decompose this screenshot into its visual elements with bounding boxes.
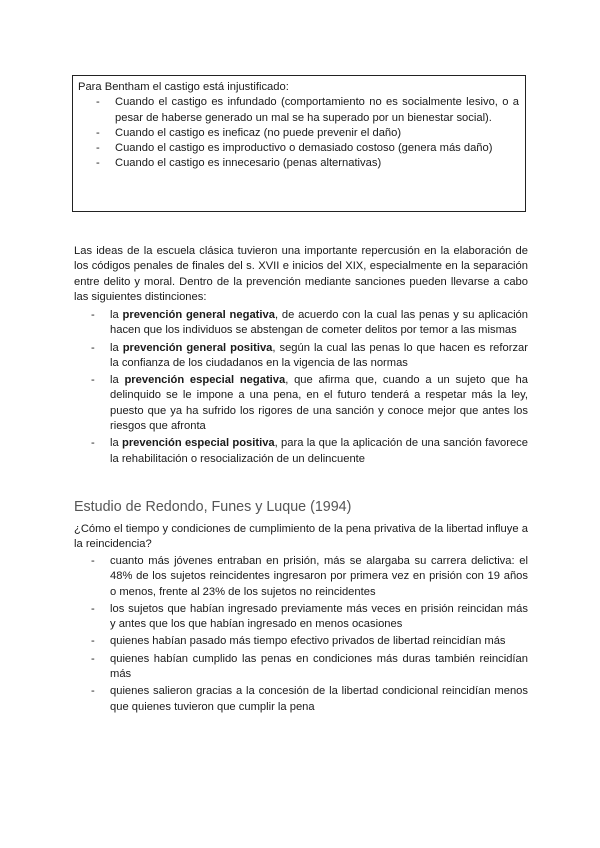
list-item: - la prevención general positiva, según la cual las penas lo que hacen es reforzar la confianza de los ciudadanos en la vigencia de las normas	[91, 341, 528, 369]
list-item: - la prevención especial negativa, que afirma que, cuando a un sujeto que ha delinquido se le impone a una pena, en el futuro tenderá a respetar más la ley, puesto que ya ha sufrido los rigores de una sanción y conoce mejor que antes los riesgos que afronta	[91, 374, 528, 433]
recidivism-question: ¿Cómo el tiempo y condiciones de cumplimiento de la pena privativa de la libertad influye a la reincidencia?	[74, 523, 528, 551]
list-dash: -	[91, 437, 95, 450]
list-item: - Cuando el castigo es innecesario (penas alternativas)	[78, 156, 519, 171]
list-item: - la prevención general negativa, de acuerdo con la cual las penas y su aplicación hacen que los individuos se abstengan de cometer delitos por temor a las mismas	[91, 309, 528, 337]
term: prevención general positiva	[122, 341, 273, 354]
list-item: - quienes habían pasado más tiempo efectivo privados de libertad reincidían más	[74, 634, 528, 649]
list-dash: -	[96, 142, 100, 155]
box-list	[78, 95, 519, 171]
list-item: - Cuando el castigo es improductivo o demasiado costoso (genera más daño)	[78, 141, 519, 156]
term: prevención especial negativa	[124, 374, 286, 387]
list-dash: -	[96, 96, 100, 109]
list-item: - cuanto más jóvenes entraban en prisión, más se alargaba su carrera delictiva: el 48% de los sujetos reincidentes ingresaron por primera vez en prisión con 19 años o menos, frente al 23% de los sujetos no reincidentes	[91, 555, 528, 598]
list-dash: -	[96, 157, 100, 170]
list-item: - la prevención especial positiva, para la que la aplicación de una sanción favorece la rehabilitación o resocialización de un delincuente	[91, 437, 528, 465]
list-dash: -	[91, 309, 95, 321]
study-findings-list	[74, 554, 528, 717]
list-item: - Cuando el castigo es infundado (comportamiento no es socialmente lesivo, o a pesar de haberse generado un mal se ha superado por un bienestar social).	[96, 96, 519, 124]
list-dash: -	[96, 126, 100, 139]
list-item: - Cuando el castigo es ineficaz (no puede prevenir el daño)	[78, 126, 519, 141]
box-lead: Para Bentham el castigo está injustificado:	[78, 81, 289, 93]
bentham-note-box	[72, 75, 526, 212]
classical-school-paragraph: Las ideas de la escuela clásica tuvieron una importante repercusión en la elaboración de los códigos penales de finales del s. XVII e inicios del XIX, especialmente en la separación entre delito y moral. Dentro de la prevención mediante sanciones pueden llevarse a cabo las siguientes distinciones:	[74, 245, 528, 303]
list-dash: -	[91, 555, 95, 567]
list-item: - los sujetos que habían ingresado previamente más veces en prisión reincidan más y antes que los que habían ingresado en menos ocasiones	[91, 602, 528, 631]
list-dash: -	[91, 652, 95, 665]
section-heading: Estudio de Redondo, Funes y Luque (1994)	[74, 499, 352, 515]
prevention-list	[74, 308, 528, 469]
list-dash: -	[91, 341, 95, 354]
list-item: - quienes habían cumplido las penas en condiciones más duras también reincidían más	[91, 652, 528, 681]
term: prevención especial positiva	[121, 437, 275, 450]
list-dash: -	[91, 374, 95, 387]
term: prevención general negativa	[122, 309, 275, 321]
list-dash: -	[91, 635, 95, 648]
list-item: - quienes salieron gracias a la concesión de la libertad condicional reincidían menos que quienes tuvieron que cumplir la pena	[91, 685, 528, 713]
list-dash: -	[91, 685, 95, 698]
list-dash: -	[91, 602, 95, 615]
